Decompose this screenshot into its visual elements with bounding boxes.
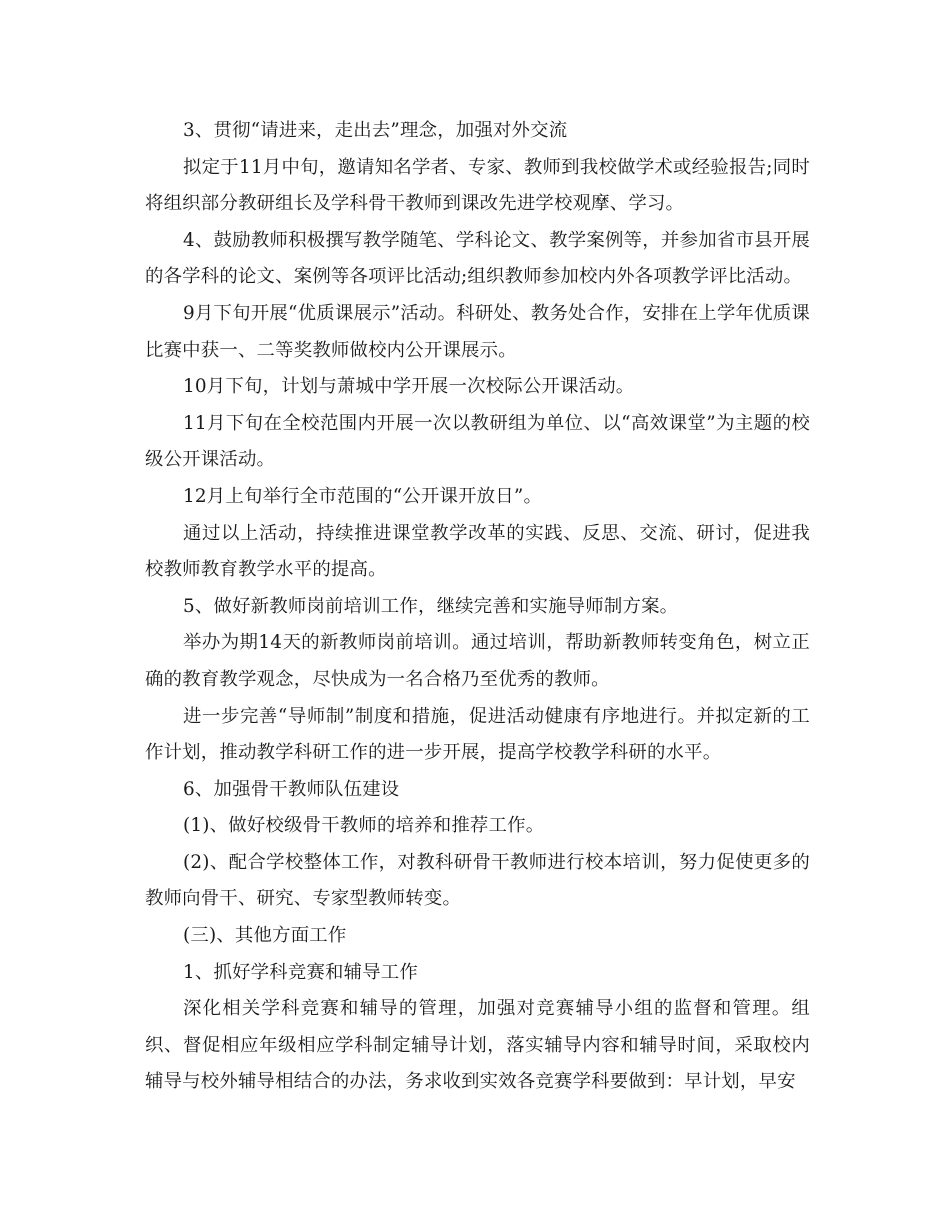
- paragraph-2: 拟定于11月中旬，邀请知名学者、专家、教师到我校做学术或经验报告;同时将组织部分教研组长及学科骨干教师到课改先进学校观摩、学习。: [145, 156, 810, 215]
- paragraph-5: 10月下旬，计划与萧城中学开展一次校际公开课活动。: [183, 376, 635, 398]
- paragraph-14: (2)、配合学校整体工作，对教科研骨干教师进行校本培训，努力促使更多的教师向骨干、研究、专家型教师转变。: [145, 851, 810, 910]
- paragraph-9: 5、做好新教师岗前培训工作，继续完善和实施导师制方案。: [183, 595, 679, 617]
- paragraph-4: 9月下旬开展“优质课展示”活动。科研处、教务处合作，安排在上学年优质课比赛中获一、二等奖教师做校内公开课展示。: [145, 302, 810, 361]
- paragraph-17: 深化相关学科竞赛和辅导的管理，加强对竞赛辅导小组的监督和管理。组织、督促相应年级相应学科制定辅导计划，落实辅导内容和辅导时间，采取校内辅导与校外辅导相结合的办法，务求收到实效各竞赛学科要做到：早计划，早安: [145, 998, 810, 1093]
- paragraph-3: 4、鼓励教师积极撰写教学随笔、学科论文、教学案例等，并参加省市县开展的各学科的论文、案例等各项评比活动;组织教师参加校内外各项教学评比活动。: [145, 229, 810, 288]
- paragraph-12: 6、加强骨干教师队伍建设: [183, 778, 400, 800]
- paragraph-15: (三)、其他方面工作: [183, 925, 347, 947]
- paragraph-6: 11月下旬在全校范围内开展一次以教研组为单位、以“高效课堂”为主题的校级公开课活动。: [145, 412, 810, 471]
- paragraph-1: 3、贯彻“请进来，走出去”理念，加强对外交流: [183, 120, 568, 141]
- paragraph-13: (1)、做好校级骨干教师的培养和推荐工作。: [183, 815, 545, 837]
- document-body: [145, 113, 810, 1101]
- paragraph-8: 通过以上活动，持续推进课堂教学改革的实践、反思、交流、研讨，促进我校教师教育教学水平的提高。: [145, 522, 810, 581]
- paragraph-16: 1、抓好学科竞赛和辅导工作: [183, 961, 418, 983]
- paragraph-7: 12月上旬举行全市范围的“公开课开放日”。: [183, 485, 543, 507]
- paragraph-10: 举办为期14天的新教师岗前培训。通过培训，帮助新教师转变角色，树立正确的教育教学观念，尽快成为一名合格乃至优秀的教师。: [145, 632, 810, 690]
- paragraph-11: 进一步完善“导师制”制度和措施，促进活动健康有序地进行。并拟定新的工作计划，推动教学科研工作的进一步开展，提高学校教学科研的水平。: [145, 705, 810, 764]
